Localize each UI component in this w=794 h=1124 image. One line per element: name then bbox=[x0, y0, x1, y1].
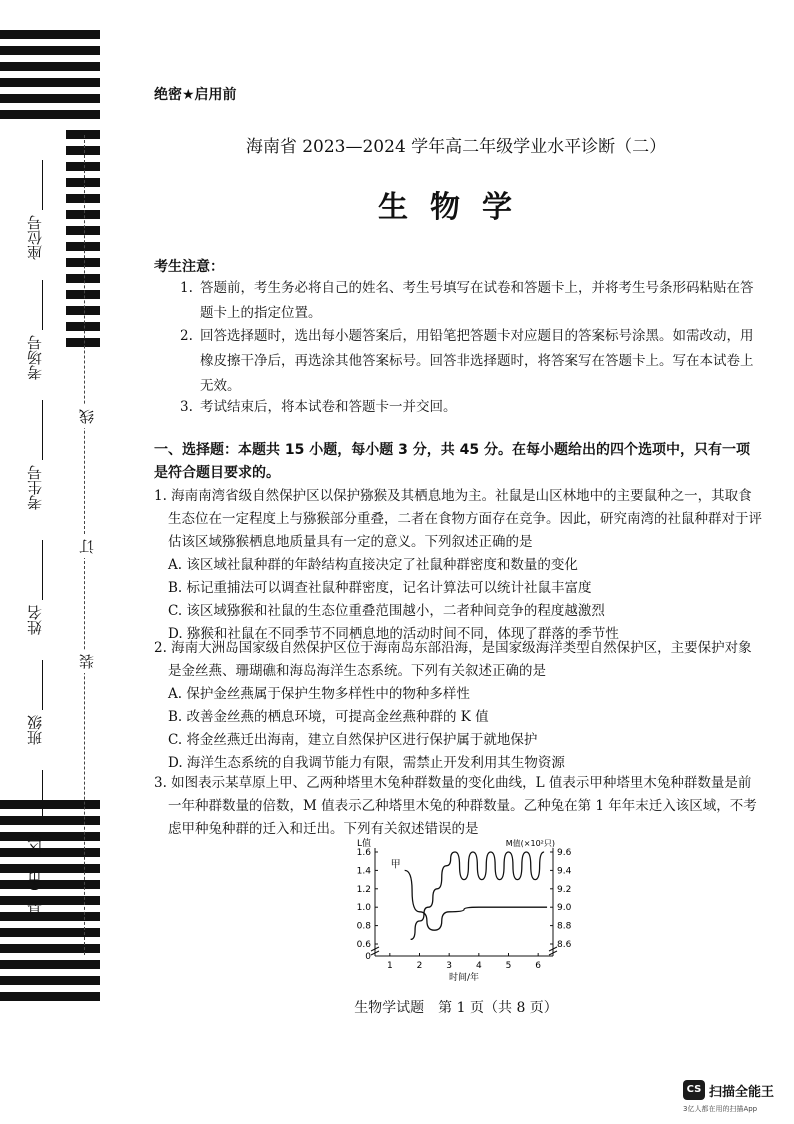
option-b: B. 改善金丝燕的栖息环境，可提高金丝燕种群的 K 值 bbox=[168, 709, 489, 725]
notice-number: 2. bbox=[180, 328, 193, 344]
name-line[interactable] bbox=[42, 540, 43, 600]
class-line[interactable] bbox=[42, 660, 43, 710]
county-label: 县（市、区） bbox=[26, 825, 44, 915]
scanner-logo bbox=[683, 1080, 783, 1120]
option-c: C. 将金丝燕迁出海南，建立自然保护区进行保护属于就地保护 bbox=[168, 732, 538, 748]
right-tick-label: 8.6 bbox=[557, 940, 572, 950]
left-tick-label: 1.2 bbox=[356, 884, 371, 895]
question-1 bbox=[154, 485, 762, 646]
x-tick-label: 2 bbox=[416, 961, 423, 971]
right-tick-label: 9.4 bbox=[557, 866, 572, 877]
left-tick-label: 0.6 bbox=[356, 940, 371, 950]
exam-room-label: 考场号 bbox=[26, 335, 44, 380]
option-c: C. 该区域猕猴和社鼠的生态位重叠范围越小，二者种间竞争的程度越激烈 bbox=[168, 603, 605, 619]
logo-name: 扫描全能王 bbox=[709, 1085, 775, 1100]
right-tick-label: 8.8 bbox=[557, 921, 572, 932]
notice-number: 3. bbox=[180, 399, 193, 415]
logo-tagline: 3亿人都在用的扫描App bbox=[683, 1105, 758, 1113]
option-a: A. 保护金丝燕属于保护生物多样性中的物种多样性 bbox=[168, 686, 470, 702]
left-axis-label: L值 bbox=[356, 839, 371, 849]
confidential-mark: 绝密★启用前 bbox=[154, 87, 237, 103]
x-tick-label: 6 bbox=[535, 961, 542, 971]
series-line-jia bbox=[405, 870, 547, 930]
question-stem: 2. 海南大洲岛国家级自然保护区位于海南岛东部沿海，是国家级海洋类型自然保护区，主要保护对象是金丝燕、珊瑚礁和海岛海洋生态系统。下列有关叙述正确的是 bbox=[154, 640, 752, 679]
left-tick-label: 1.6 bbox=[356, 848, 371, 858]
right-tick-label: 9.0 bbox=[557, 903, 572, 914]
exam-title: 海南省 2023—2024 学年高二年级学业水平诊断（二） bbox=[245, 137, 667, 157]
notice-text: 回答选择题时，选出每小题答案后，用铅笔把答题卡对应题目的答案标号涂黑。如需改动，用橡皮擦干净后，再选涂其他答案标号。回答非选择题时，将答案写在答题卡上。写在本试卷上无效。 bbox=[200, 328, 754, 394]
name-label: 姓名 bbox=[26, 605, 44, 635]
notice-item bbox=[180, 276, 762, 326]
option-d: D. 海洋生态系统的自我调节能力有限，需禁止开发利用其生物资源 bbox=[168, 755, 565, 771]
notice-item bbox=[180, 395, 762, 420]
series-label-jia: 甲 bbox=[390, 859, 401, 871]
notice-item bbox=[180, 324, 762, 399]
notice-heading: 考生注意： bbox=[154, 259, 224, 275]
population-chart bbox=[345, 838, 595, 986]
question-stem: 1. 海南南湾省级自然保护区以保护猕猴及其栖息地为主。社鼠是山区林地中的主要鼠种之一，其取食生态位在一定程度上与猕猴部分重叠，二者在食物方面存在竞争。因此，研究南湾的社鼠种群对于评估该区域猕猴栖息地质量具有一定的意义。下列叙述正确的是 bbox=[154, 488, 762, 550]
option-a: A. 该区域社鼠种群的年龄结构直接决定了社鼠种群密度和数量的变化 bbox=[168, 557, 578, 573]
cut-word-bind: 订 bbox=[76, 535, 97, 558]
cut-word-pack: 装 bbox=[76, 650, 97, 673]
notice-text: 考试结束后，将本试卷和答题卡一并交回。 bbox=[200, 399, 457, 415]
binding-margin bbox=[0, 0, 160, 1124]
question-2 bbox=[154, 637, 762, 775]
option-d: D. 猕猴和社鼠在不同季节不同栖息地的活动时间不同，体现了群落的季节性 bbox=[168, 626, 619, 642]
x-tick-label: 1 bbox=[386, 961, 393, 971]
cs-logo-icon: CS bbox=[683, 1080, 705, 1100]
page-footer: 生物学试题 第 1 页（共 8 页） bbox=[354, 1000, 558, 1016]
left-tick-label: 0.8 bbox=[356, 921, 371, 932]
x-tick-label: 4 bbox=[475, 961, 482, 971]
exam-room-line[interactable] bbox=[42, 280, 43, 330]
seat-number-line[interactable] bbox=[42, 160, 43, 210]
subject-title: 生物学 bbox=[378, 190, 534, 225]
left-tick-label: 1.0 bbox=[356, 903, 371, 914]
section-heading: 一、选择题：本题共 15 小题，每小题 3 分，共 45 分。在每小题给出的四个选项中，只有一项是符合题目要求的。 bbox=[154, 442, 750, 481]
right-tick-label: 9.2 bbox=[557, 884, 572, 895]
student-number-label: 考生号 bbox=[26, 465, 44, 510]
class-label: 班级 bbox=[26, 715, 44, 745]
x-tick-label: 3 bbox=[446, 961, 453, 971]
question-3 bbox=[154, 772, 762, 841]
question-stem: 3. 如图表示某草原上甲、乙两种塔里木兔种群数量的变化曲线，L 值表示甲种塔里木兔种群数量是前一年种群数量的倍数，M 值表示乙种塔里木兔的种群数量。乙种兔在第 1 年年末迁入该区域，不考虑甲种兔种群的迁入和迁出。下列有关叙述错误的是 bbox=[154, 775, 757, 837]
notice-number: 1. bbox=[180, 280, 193, 296]
student-number-line[interactable] bbox=[42, 400, 43, 460]
x-tick-label: 5 bbox=[505, 961, 512, 971]
county-line[interactable] bbox=[42, 770, 43, 820]
series-line-yi bbox=[411, 852, 544, 939]
notice-text: 答题前，考生务必将自己的姓名、考生号填写在试卷和答题卡上，并将考生号条形码粘贴在答题卡上的指定位置。 bbox=[200, 280, 754, 321]
seat-number-label: 座位号 bbox=[26, 215, 44, 260]
right-axis-label: M值(×10²只) bbox=[505, 839, 555, 848]
cut-word-line: 线 bbox=[76, 405, 97, 428]
origin-label: 0 bbox=[365, 952, 371, 962]
right-tick-label: 9.6 bbox=[557, 848, 572, 858]
x-axis-label: 时间/年 bbox=[448, 973, 480, 983]
option-b: B. 标记重捕法可以调查社鼠种群密度，记名计算法可以统计社鼠丰富度 bbox=[168, 580, 592, 596]
left-tick-label: 1.4 bbox=[356, 866, 371, 877]
